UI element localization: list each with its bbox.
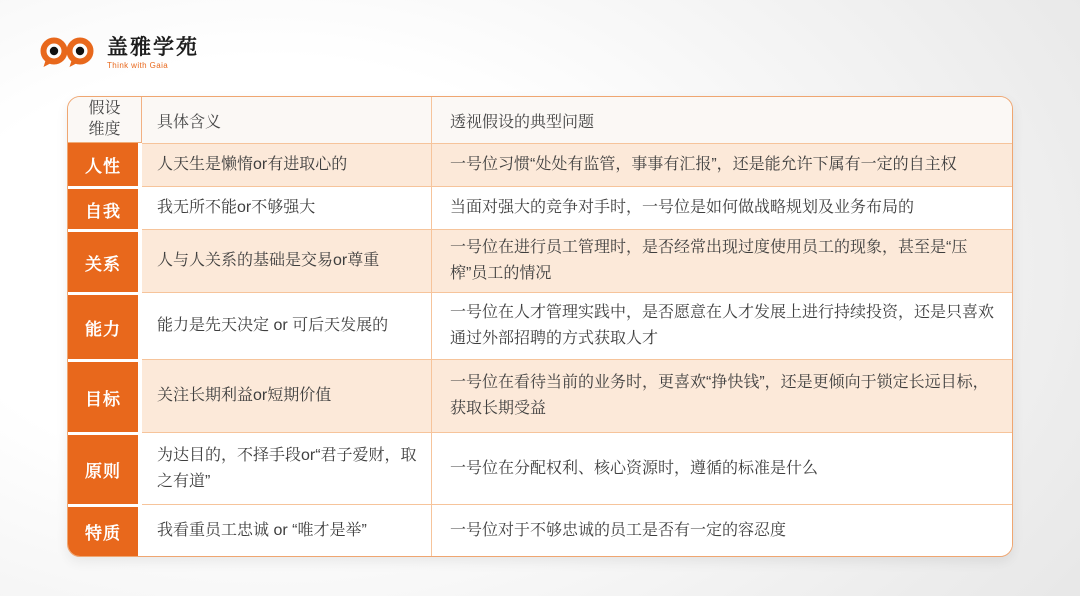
dimension-cell-mubiao: 目标 [68, 359, 142, 432]
question-cell: 一号位对于不够忠诚的员工是否有一定的容忍度 [432, 504, 1012, 556]
meaning-cell: 为达目的，不择手段or“君子爱财，取之有道” [142, 432, 432, 504]
question-cell: 一号位在看待当前的业务时，更喜欢“挣快钱”，还是更倾向于锁定长远目标，获取长期受益 [432, 359, 1012, 432]
header-cell-dimension [68, 97, 142, 143]
meaning-cell: 我看重员工忠诚 or “唯才是举” [142, 504, 432, 556]
logo-title: 盖雅学苑 [107, 35, 199, 59]
meaning-cell: 关注长期利益or短期价值 [142, 359, 432, 432]
gaia-owl-eyes-icon [40, 37, 98, 69]
question-cell: 一号位习惯“处处有监管，事事有汇报”，还是能允许下属有一定的自主权 [432, 143, 1012, 186]
question-cell: 一号位在人才管理实践中，是否愿意在人才发展上进行持续投资，还是只喜欢通过外部招聘的方式获取人才 [432, 292, 1012, 359]
meaning-cell: 我无所不能or不够强大 [142, 186, 432, 229]
logo [40, 36, 199, 70]
dimension-cell-tezhi: 特质 [68, 504, 142, 556]
meaning-cell: 能力是先天决定 or 可后天发展的 [142, 292, 432, 359]
header-cell-meaning: 具体含义 [142, 97, 432, 143]
logo-text [107, 36, 199, 70]
question-cell: 当面对强大的竞争对手时，一号位是如何做战略规划及业务布局的 [432, 186, 1012, 229]
dimension-cell-guanxi: 关系 [68, 229, 142, 292]
header-cell-question: 透视假设的典型问题 [432, 97, 1012, 143]
dimension-cell-nengli: 能力 [68, 292, 142, 359]
assumption-table [67, 96, 1013, 557]
dimension-cell-ziwo: 自我 [68, 186, 142, 229]
header-dimension-line2: 维度 [88, 120, 121, 138]
meaning-cell: 人与人关系的基础是交易or尊重 [142, 229, 432, 292]
header-dimension-line1: 假设 [88, 99, 121, 117]
dimension-cell-renxing: 人性 [68, 143, 142, 186]
dimension-cell-yuanze: 原则 [68, 432, 142, 504]
meaning-cell: 人天生是懒惰or有进取心的 [142, 143, 432, 186]
logo-subtitle: Think with Gaia [107, 61, 169, 71]
question-cell: 一号位在进行员工管理时，是否经常出现过度使用员工的现象，甚至是“压榨”员工的情况 [432, 229, 1012, 292]
question-cell: 一号位在分配权利、核心资源时，遵循的标准是什么 [432, 432, 1012, 504]
